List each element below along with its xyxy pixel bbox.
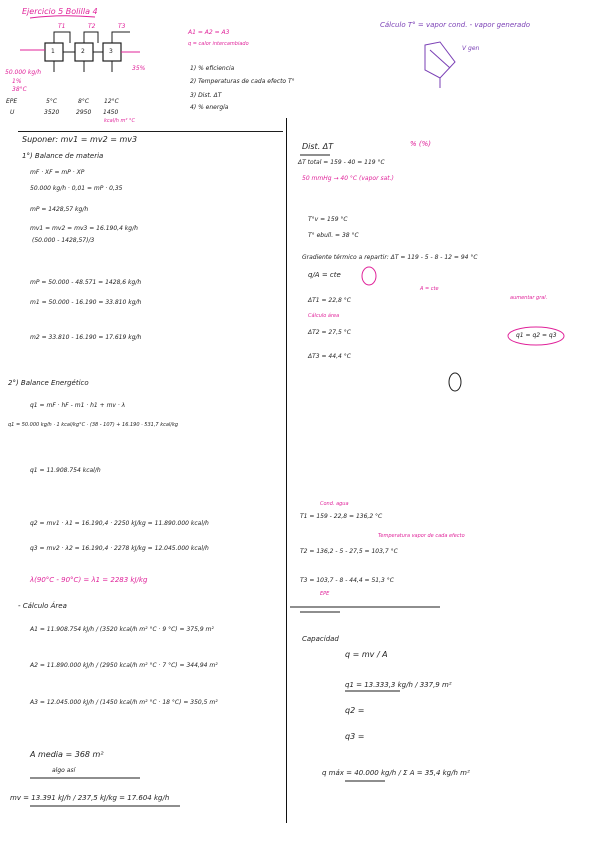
energy-line-5: q3 = mv2 · λ2 = 16.190,4 · 2278 kJ/kg = 12.045.000 kcal/h bbox=[30, 545, 209, 552]
areas-title: - Cálculo Área bbox=[18, 602, 67, 610]
annotation-3: Cálculo área bbox=[308, 313, 340, 319]
pct-label: % (%) bbox=[410, 140, 431, 148]
area-equality: A1 = A2 = A3 bbox=[188, 29, 230, 36]
dist-line-4: T° ebull. = 38 °C bbox=[308, 232, 359, 239]
area-2: A2 = 11.890.000 kJ/h / (2950 kcal/h m² °C · 7 °C) = 344,94 m² bbox=[30, 662, 218, 669]
dist-line-1: ΔT total = 159 - 40 = 119 °C bbox=[298, 159, 385, 166]
epe-row-label: EPE bbox=[6, 98, 18, 105]
temp-note-3: Cond. agua bbox=[320, 501, 349, 507]
annotation-2: q1 = q2 = q3 bbox=[516, 332, 557, 339]
vgen-note: V gen bbox=[462, 45, 480, 52]
temp-3: T3 = 103,7 - 8 - 44,4 = 51,3 °C bbox=[300, 577, 394, 584]
capacidad-3: q2 = bbox=[345, 706, 365, 715]
capacidad-title: Capacidad bbox=[302, 635, 339, 643]
capacidad-1: q = mv / A bbox=[345, 650, 388, 659]
effect-1-top: T1 bbox=[58, 23, 66, 30]
u-row-label: U bbox=[10, 109, 15, 116]
temp-calc-caption: Cálculo T° = vapor cond. - vapor generado bbox=[380, 21, 531, 29]
annotation-4: aumentar gral. bbox=[510, 295, 548, 301]
mass-line-3: mP = 1428,57 kg/h bbox=[30, 206, 89, 213]
area-3: A3 = 12.045.000 kJ/h / (1450 kcal/h m² °C · 18 °C) = 350,5 m² bbox=[30, 699, 218, 706]
capacidad-5: q máx = 40.000 kg/h / Σ A = 35,4 kg/h m² bbox=[322, 769, 470, 777]
dist-line-9: ΔT3 = 44,4 °C bbox=[308, 353, 351, 360]
step2-title: 2°) Balance Energético bbox=[8, 379, 89, 387]
area-mean-note: algo así bbox=[52, 767, 76, 774]
temp-2: T2 = 136,2 - 5 - 27,5 = 103,7 °C bbox=[300, 548, 398, 555]
economy-line: mv = 13.391 kJ/h / 237,5 kJ/kg = 17.604 kg/h bbox=[10, 794, 170, 802]
effect-3-top: T3 bbox=[118, 23, 126, 30]
mass-line-4: mv1 = mv2 = mv3 = 16.190,4 kg/h bbox=[30, 225, 138, 232]
area-mean: A media = 368 m² bbox=[30, 750, 104, 759]
u-value-1: 3520 bbox=[44, 109, 60, 116]
temp-1: T1 = 159 - 22,8 = 136,2 °C bbox=[300, 513, 383, 520]
mass-line-7: m1 = 50.000 - 16.190 = 33.810 kg/h bbox=[30, 299, 142, 306]
step1-title: 1°) Balance de materia bbox=[22, 152, 104, 160]
objective-1: 1) % eficiencia bbox=[190, 65, 235, 72]
q-note: q = calor intercambiado bbox=[188, 41, 249, 47]
dist-title: Dist. ΔT bbox=[302, 142, 334, 151]
header-divider bbox=[18, 131, 283, 132]
tube-sketch bbox=[425, 42, 455, 88]
page-title: Ejercicio 5 Bolilla 4 bbox=[22, 7, 98, 16]
u-unit: kcal/h m² °C bbox=[104, 118, 135, 124]
dist-line-5: Gradiente térmico a repartir: ΔT = 119 - 5 - 8 - 12 = 94 °C bbox=[302, 254, 478, 261]
capacidad-2: q1 = 13.333,3 kg/h / 337,9 m² bbox=[345, 681, 452, 689]
energy-line-1: q1 = mF · hF - m1 · h1 + mv · λ bbox=[30, 402, 126, 409]
evaporator-diagram bbox=[20, 32, 140, 72]
u-value-2: 2950 bbox=[76, 109, 92, 116]
energy-line-6: λ(90°C - 90°C) = λ1 = 2283 kJ/kg bbox=[30, 576, 148, 584]
energy-line-3: q1 = 11.908.754 kcal/h bbox=[30, 467, 101, 474]
effect-2-top: T2 bbox=[88, 23, 96, 30]
energy-line-4: q2 = mv1 · λ1 = 16.190,4 · 2250 kJ/kg = 11.890.000 kcal/h bbox=[30, 520, 209, 527]
effect-1-label: 1 bbox=[51, 48, 55, 55]
mass-line-2: 50.000 kg/h · 0,01 = mP · 0,35 bbox=[30, 185, 123, 192]
capacidad-4: q3 = bbox=[345, 732, 365, 741]
objective-3: 3) Dist. ΔT bbox=[190, 92, 222, 99]
epe-value-3: 12°C bbox=[104, 98, 119, 105]
u-value-3: 1450 bbox=[103, 109, 119, 116]
effect-2-label: 2 bbox=[81, 48, 85, 55]
mass-line-6: mP = 50.000 - 48.571 = 1428,6 kg/h bbox=[30, 279, 142, 286]
mass-line-5: (50.000 - 1428,57)/3 bbox=[32, 237, 95, 244]
temp-note-2: EPE bbox=[320, 591, 330, 597]
mass-line-1: mF · XF = mP · XP bbox=[30, 169, 85, 176]
epe-value-1: 5°C bbox=[46, 98, 58, 105]
effect-3-label: 3 bbox=[109, 48, 113, 55]
objective-2: 2) Temperaturas de cada efecto T° bbox=[190, 78, 295, 85]
dist-line-7: ΔT1 = 22,8 °C bbox=[308, 297, 351, 304]
area-1: A1 = 11.908.754 kJ/h / (3520 kcal/h m² °C · 9 °C) = 375,9 m² bbox=[30, 626, 214, 633]
annotation-1: A = cte bbox=[420, 286, 439, 292]
mass-line-8: m2 = 33.810 - 16.190 = 17.619 kg/h bbox=[30, 334, 142, 341]
energy-line-2: q1 = 50.000 kg/h · 1 kcal/kg°C · (38 - 107) + 16.190 · 531,7 kcal/kg bbox=[8, 422, 179, 428]
column-divider bbox=[286, 118, 287, 823]
feed-conc-label: 1% bbox=[12, 78, 22, 85]
temp-note-1: Temperatura vapor de cada efecto bbox=[378, 533, 465, 539]
dist-line-3: T°v = 159 °C bbox=[308, 216, 348, 223]
product-conc: 35% bbox=[132, 65, 146, 72]
suponer: Suponer: mv1 = mv2 = mv3 bbox=[22, 135, 138, 144]
feed-temp-label: 38°C bbox=[12, 86, 27, 93]
epe-value-2: 8°C bbox=[78, 98, 90, 105]
dist-line-8: ΔT2 = 27,5 °C bbox=[308, 329, 351, 336]
dist-line-2: 50 mmHg → 40 °C (vapor sat.) bbox=[302, 175, 394, 182]
feed-flow-label: 50.000 kg/h bbox=[5, 69, 42, 76]
objective-4: 4) % energía bbox=[190, 104, 229, 111]
dist-line-6: q/A = cte bbox=[308, 271, 341, 279]
